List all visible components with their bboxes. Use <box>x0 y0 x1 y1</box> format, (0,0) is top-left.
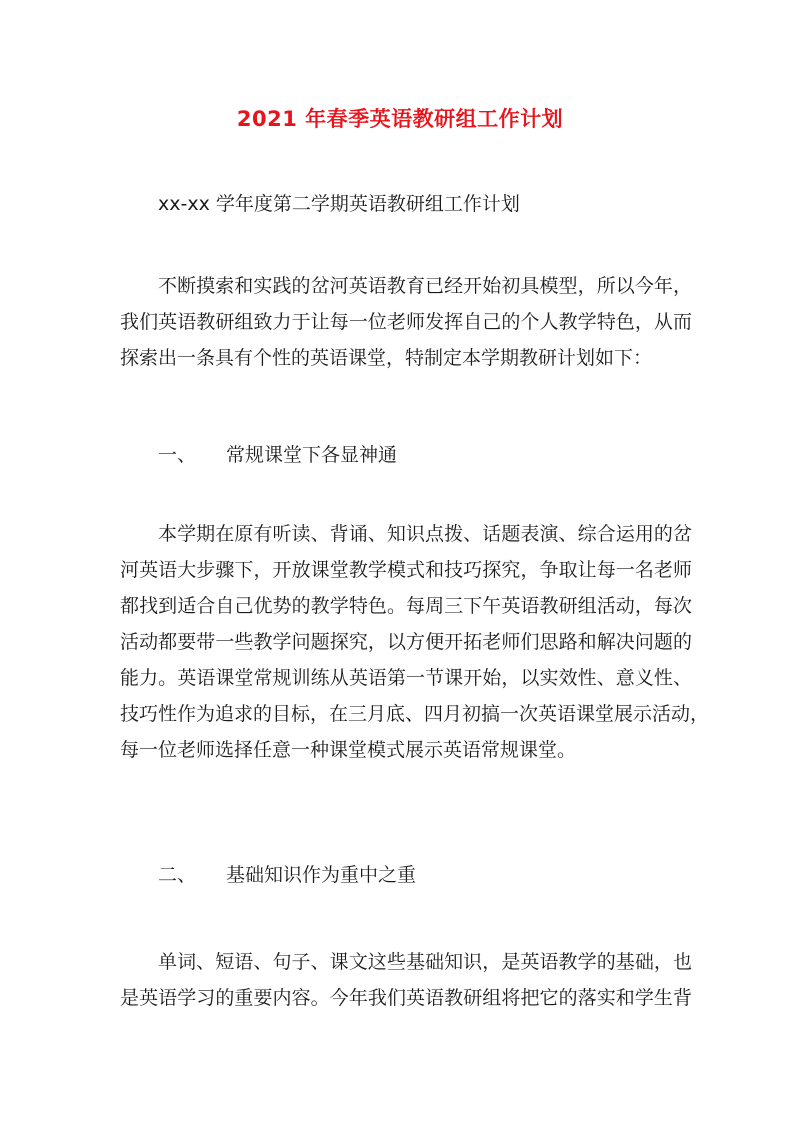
section-heading-2 <box>158 861 416 889</box>
paragraph-line: 每一位老师选择任意一种课堂模式展示英语常规课堂。 <box>120 739 577 761</box>
paragraph-line: 不断摸索和实践的岔河英语教育已经开始初具模型，所以今年， <box>158 275 692 297</box>
section-heading-text: 常规课堂下各显神通 <box>226 444 398 466</box>
document-subtitle: xx-xx 学年度第二学期英语教研组工作计划 <box>158 193 520 215</box>
paragraph-line: 是英语学习的重要内容。今年我们英语教研组将把它的落实和学生背 <box>120 987 692 1009</box>
paragraph-line: 技巧性作为追求的目标，在三月底、四月初搞一次英语课堂展示活动， <box>120 703 710 725</box>
document-title: 2021 年春季英语教研组工作计划 <box>236 107 564 131</box>
section-heading-1 <box>158 441 397 469</box>
paragraph-line: 本学期在原有听读、背诵、知识点拨、话题表演、综合运用的岔 <box>158 523 692 545</box>
paragraph-line: 都找到适合自己优势的教学特色。每周三下午英语教研组活动，每次 <box>120 595 692 617</box>
section-2-paragraph <box>120 944 692 1016</box>
paragraph-line: 能力。英语课堂常规训练从英语第一节课开始，以实效性、意义性、 <box>120 667 692 689</box>
intro-paragraph <box>120 268 692 376</box>
paragraph-line: 河英语大步骤下，开放课堂教学模式和技巧探究，争取让每一名老师 <box>120 559 692 581</box>
section-heading-text: 基础知识作为重中之重 <box>226 864 417 886</box>
section-1-paragraph <box>120 516 710 768</box>
paragraph-line: 我们英语教研组致力于让每一位老师发挥自己的个人教学特色，从而 <box>120 311 692 333</box>
paragraph-line: 单词、短语、句子、课文这些基础知识，是英语教学的基础，也 <box>158 951 692 973</box>
paragraph-line: 活动都要带一些教学问题探究，以方便开拓老师们思路和解决问题的 <box>120 631 692 653</box>
section-number: 二、 <box>158 864 197 886</box>
section-number: 一、 <box>158 444 197 466</box>
paragraph-line: 探索出一条具有个性的英语课堂，特制定本学期教研计划如下： <box>120 347 653 369</box>
